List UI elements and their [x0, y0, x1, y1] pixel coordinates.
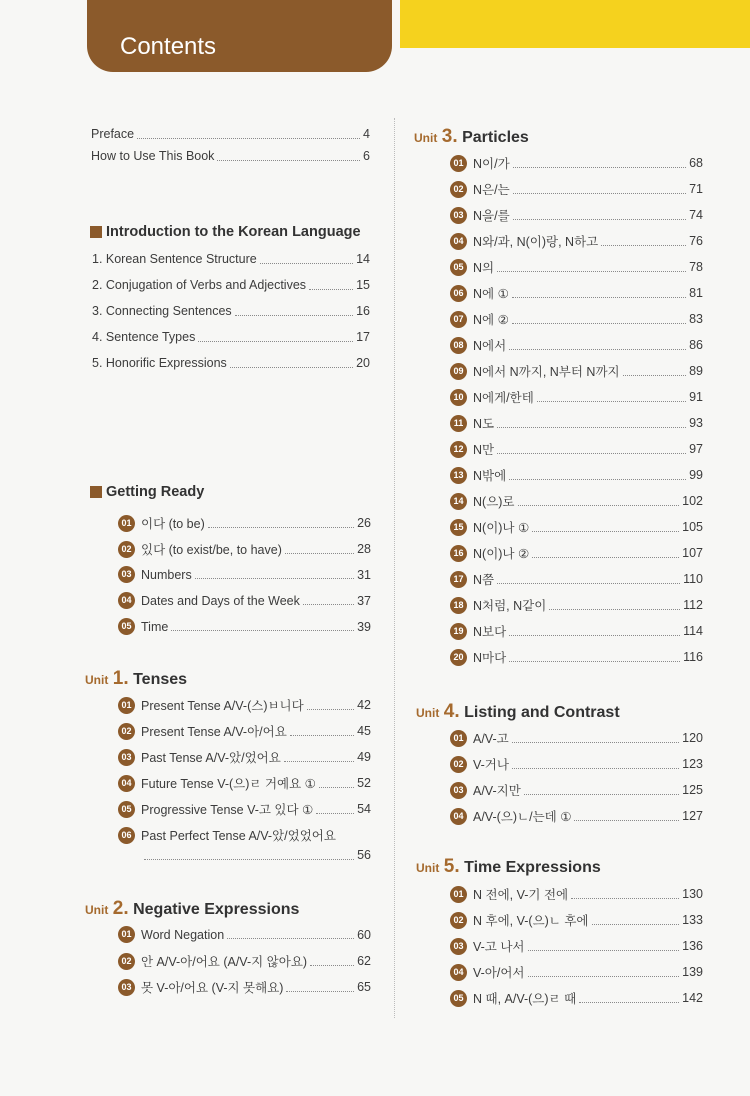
entry-label: N밖에 [473, 469, 507, 483]
entry-label: N 전에, V-기 전에 [473, 888, 569, 902]
leader-dots [571, 898, 679, 899]
entry-label: N 때, A/V-(으)ㄹ 때 [473, 992, 577, 1006]
entry-label: N쯤 [473, 573, 495, 587]
leader-dots [235, 315, 353, 316]
number-badge: 04 [118, 592, 135, 609]
entry-page: 120 [682, 731, 703, 745]
toc-entry[interactable] [118, 826, 371, 844]
entry-page: 91 [689, 390, 703, 404]
toc-entry[interactable] [118, 952, 371, 970]
leader-dots [290, 735, 354, 736]
leader-dots [524, 794, 679, 795]
entry-label: 안 A/V-아/어요 (A/V-지 않아요) [141, 955, 308, 969]
unit-title: Listing and Contrast [464, 704, 620, 721]
entry-label: N에서 [473, 339, 507, 353]
leader-dots [579, 1002, 679, 1003]
toc-entry[interactable] [450, 466, 703, 484]
entry-label: N이/가 [473, 157, 510, 171]
toc-entry[interactable] [92, 304, 370, 318]
unit-title: Time Expressions [464, 859, 601, 876]
leader-dots [509, 479, 686, 480]
entry-label: Time [141, 619, 169, 634]
toc-entry[interactable] [92, 278, 370, 292]
entry-page: 26 [357, 516, 371, 530]
unit-number: 3. [441, 126, 458, 147]
unit-label: Unit [85, 673, 109, 687]
unit-title: Tenses [133, 671, 188, 688]
leader-dots [512, 768, 679, 769]
unit-heading-1 [85, 668, 187, 690]
unit-number: 4. [443, 701, 460, 722]
leader-dots [512, 323, 686, 324]
entry-page: 86 [689, 338, 703, 352]
page-title: Contents [120, 33, 217, 60]
entry-page: 56 [357, 848, 371, 862]
entry-page: 65 [357, 980, 371, 994]
entry-label: 5. Honorific Expressions [92, 356, 227, 370]
unit-number: 5. [443, 856, 460, 877]
entry-label: V-고 나서 [473, 940, 525, 954]
unit-label: Unit [414, 131, 438, 145]
number-badge: 04 [450, 808, 467, 825]
toc-entry[interactable] [450, 232, 703, 250]
section-title: Getting Ready [106, 484, 205, 500]
number-badge: 03 [118, 979, 135, 996]
toc-entry[interactable] [450, 781, 703, 799]
toc-entry[interactable] [118, 514, 371, 532]
entry-page: 17 [356, 330, 370, 344]
number-badge: 05 [450, 259, 467, 276]
entry-label: A/V-(으)ㄴ/는데 ① [473, 810, 572, 824]
number-badge: 16 [450, 545, 467, 562]
entry-page: 15 [356, 278, 370, 292]
number-badge: 09 [450, 363, 467, 380]
entry-label: A/V-고 [473, 732, 509, 746]
entry-label: N에서 N까지, N부터 N까지 [473, 365, 620, 379]
entry-label: N만 [473, 443, 495, 457]
leader-dots [316, 813, 354, 814]
entry-label: Future Tense V-(으)ㄹ 거예요 ① [141, 777, 316, 791]
leader-dots [309, 289, 353, 290]
entry-label: 4. Sentence Types [92, 330, 196, 344]
toc-entry-preface[interactable] [91, 127, 370, 141]
toc-entry[interactable] [118, 748, 371, 766]
entry-label: N처럼, N같이 [473, 599, 547, 613]
entry-page: 136 [682, 939, 703, 953]
entry-label: N에 ② [473, 313, 509, 327]
number-badge: 06 [450, 285, 467, 302]
entry-label: N에게/한테 [473, 391, 534, 405]
toc-entry[interactable] [92, 252, 370, 266]
toc-entry[interactable] [92, 356, 370, 370]
leader-dots [198, 341, 353, 342]
entry-page: 49 [357, 750, 371, 764]
unit-label: Unit [416, 706, 440, 720]
entry-label: Dates and Days of the Week [141, 593, 300, 608]
entry-label: 있다 (to exist/be, to have) [141, 543, 282, 557]
toc-entry-how-to-use[interactable] [91, 149, 370, 163]
entry-label: A/V-지만 [473, 784, 521, 798]
leader-dots [513, 219, 686, 220]
entry-label: N도 [473, 417, 495, 431]
toc-entry[interactable] [450, 885, 703, 903]
entry-page: 110 [683, 572, 703, 586]
leader-dots [537, 401, 686, 402]
toc-entry-continuation [141, 848, 371, 862]
entry-page: 97 [689, 442, 703, 456]
toc-entry[interactable] [450, 937, 703, 955]
toc-entry[interactable] [118, 978, 371, 996]
entry-page: 107 [682, 546, 703, 560]
number-badge: 01 [118, 515, 135, 532]
entry-page: 127 [682, 809, 703, 823]
entry-label: N(이)나 ② [473, 547, 530, 561]
leader-dots [528, 950, 680, 951]
leader-dots [513, 167, 686, 168]
toc-entry[interactable] [450, 440, 703, 458]
toc-entry[interactable] [118, 774, 371, 792]
number-badge: 03 [118, 749, 135, 766]
leader-dots [307, 709, 354, 710]
leader-dots [532, 557, 679, 558]
leader-dots [497, 271, 686, 272]
toc-entry[interactable] [450, 570, 703, 588]
leader-dots [497, 427, 686, 428]
leader-dots [518, 505, 680, 506]
entry-page: 31 [357, 567, 371, 582]
leader-dots [230, 367, 353, 368]
entry-page: 39 [357, 619, 371, 634]
entry-label: Past Perfect Tense A/V-았/었었어요 [141, 829, 336, 843]
leader-dots [509, 661, 680, 662]
toc-entry[interactable] [450, 362, 703, 380]
toc-entry[interactable] [450, 492, 703, 510]
entry-page: 76 [689, 234, 703, 248]
number-badge: 18 [450, 597, 467, 614]
leader-dots [592, 924, 680, 925]
entry-page: 71 [689, 182, 703, 196]
toc-entry[interactable] [118, 926, 371, 943]
leader-dots [260, 263, 353, 264]
entry-page: 116 [683, 650, 703, 664]
entry-label: N에 ① [473, 287, 509, 301]
entry-page: 37 [357, 593, 371, 608]
number-badge: 02 [450, 912, 467, 929]
toc-entry[interactable] [118, 540, 371, 558]
unit-label: Unit [416, 861, 440, 875]
section-heading-introduction [90, 224, 361, 240]
toc-entry[interactable] [450, 336, 703, 354]
entry-page: 139 [682, 965, 703, 979]
entry-page: 142 [682, 991, 703, 1005]
entry-page: 133 [682, 913, 703, 927]
number-badge: 05 [118, 801, 135, 818]
leader-dots [512, 297, 686, 298]
number-badge: 01 [450, 155, 467, 172]
toc-entry[interactable] [450, 622, 703, 640]
entry-page: 93 [689, 416, 703, 430]
toc-entry[interactable] [450, 729, 703, 747]
entry-label: 이다 (to be) [141, 517, 205, 531]
leader-dots [601, 245, 686, 246]
leader-dots [532, 531, 679, 532]
toc-entry[interactable] [92, 330, 370, 344]
entry-label: N을/를 [473, 209, 510, 223]
leader-dots [574, 820, 679, 821]
entry-page: 20 [356, 356, 370, 370]
entry-label: Preface [91, 127, 135, 141]
entry-page: 123 [682, 757, 703, 771]
leader-dots [623, 375, 686, 376]
number-badge: 03 [450, 938, 467, 955]
leader-dots [497, 453, 686, 454]
toc-entry[interactable] [450, 388, 703, 406]
number-badge: 02 [450, 181, 467, 198]
toc-entry[interactable] [450, 989, 703, 1007]
number-badge: 17 [450, 571, 467, 588]
entry-label: 2. Conjugation of Verbs and Adjectives [92, 278, 307, 292]
entry-page: 52 [357, 776, 371, 790]
toc-entry[interactable] [450, 911, 703, 929]
entry-label: Past Tense A/V-았/었어요 [141, 751, 281, 765]
entry-page: 130 [682, 887, 703, 901]
entry-label: N보다 [473, 625, 507, 639]
number-badge: 14 [450, 493, 467, 510]
entry-label: N 후에, V-(으)ㄴ 후에 [473, 914, 589, 928]
entry-label: N(으)로 [473, 495, 515, 509]
toc-entry[interactable] [118, 566, 371, 583]
number-badge: 10 [450, 389, 467, 406]
entry-label: Present Tense A/V-아/어요 [141, 725, 287, 739]
entry-label: Word Negation [141, 927, 225, 942]
entry-page: 4 [363, 127, 370, 141]
number-badge: 08 [450, 337, 467, 354]
entry-page: 16 [356, 304, 370, 318]
entry-label: Progressive Tense V-고 있다 ① [141, 803, 314, 817]
toc-entry[interactable] [450, 258, 703, 276]
toc-entry[interactable] [118, 722, 371, 740]
leader-dots [171, 630, 354, 631]
entry-page: 112 [683, 598, 703, 612]
entry-label: 1. Korean Sentence Structure [92, 252, 257, 266]
leader-dots [513, 193, 686, 194]
section-title: Introduction to the Korean Language [106, 224, 361, 240]
leader-dots [195, 578, 354, 579]
leader-dots [217, 160, 360, 161]
number-badge: 02 [450, 756, 467, 773]
entry-page: 14 [356, 252, 370, 266]
number-badge: 01 [118, 697, 135, 714]
yellow-accent-bar [400, 0, 750, 48]
number-badge: 03 [450, 207, 467, 224]
entry-page: 78 [689, 260, 703, 274]
unit-number: 1. [112, 668, 129, 689]
number-badge: 11 [450, 415, 467, 432]
number-badge: 13 [450, 467, 467, 484]
toc-entry[interactable] [450, 206, 703, 224]
entry-label: N은/는 [473, 183, 510, 197]
number-badge: 07 [450, 311, 467, 328]
entry-label: N(이)나 ① [473, 521, 530, 535]
entry-label: How to Use This Book [91, 149, 215, 163]
entry-page: 81 [689, 286, 703, 300]
number-badge: 02 [118, 953, 135, 970]
toc-entry[interactable] [450, 180, 703, 198]
unit-number: 2. [112, 898, 129, 919]
number-badge: 15 [450, 519, 467, 536]
entry-page: 68 [689, 156, 703, 170]
toc-entry[interactable] [118, 800, 371, 818]
leader-dots [286, 991, 354, 992]
toc-entry[interactable] [118, 696, 371, 714]
number-badge: 05 [118, 618, 135, 635]
column-divider [394, 118, 395, 1018]
toc-entry[interactable] [118, 618, 371, 635]
unit-heading-5 [416, 856, 601, 878]
toc-entry[interactable] [450, 963, 703, 981]
entry-label: Numbers [141, 567, 192, 582]
square-bullet-icon [90, 486, 102, 498]
entry-page: 105 [682, 520, 703, 534]
number-badge: 19 [450, 623, 467, 640]
entry-page: 102 [682, 494, 703, 508]
leader-dots [137, 138, 360, 139]
unit-heading-3 [414, 126, 529, 148]
toc-entry[interactable] [450, 154, 703, 172]
number-badge: 02 [118, 723, 135, 740]
toc-entry[interactable] [450, 414, 703, 432]
entry-page: 60 [357, 927, 371, 942]
entry-page: 99 [689, 468, 703, 482]
leader-dots [310, 965, 354, 966]
toc-entry[interactable] [118, 592, 371, 609]
number-badge: 20 [450, 649, 467, 666]
toc-entry[interactable] [450, 755, 703, 773]
leader-dots [208, 527, 354, 528]
entry-label: Present Tense A/V-(스)ㅂ니다 [141, 699, 304, 713]
entry-page: 54 [357, 802, 371, 816]
number-badge: 06 [118, 827, 135, 844]
number-badge: 03 [118, 566, 135, 583]
leader-dots [303, 604, 354, 605]
entry-page: 89 [689, 364, 703, 378]
unit-title: Particles [462, 129, 529, 146]
entry-label: 못 V-아/어요 (V-지 못해요) [141, 981, 284, 995]
leader-dots [509, 635, 680, 636]
leader-dots [227, 938, 354, 939]
unit-heading-2 [85, 898, 299, 920]
entry-label: V-아/어서 [473, 966, 525, 980]
number-badge: 12 [450, 441, 467, 458]
unit-heading-4 [416, 701, 620, 723]
number-badge: 04 [450, 233, 467, 250]
leader-dots [549, 609, 680, 610]
entry-page: 83 [689, 312, 703, 326]
entry-label: N마다 [473, 651, 507, 665]
unit-title: Negative Expressions [133, 901, 300, 918]
number-badge: 02 [118, 541, 135, 558]
entry-label: 3. Connecting Sentences [92, 304, 232, 318]
leader-dots [284, 761, 354, 762]
entry-label: V-거나 [473, 758, 509, 772]
entry-page: 28 [357, 542, 371, 556]
entry-page: 45 [357, 724, 371, 738]
entry-page: 125 [682, 783, 703, 797]
toc-entry[interactable] [450, 544, 703, 562]
section-heading-getting-ready [90, 484, 204, 500]
entry-page: 6 [363, 149, 370, 163]
number-badge: 05 [450, 990, 467, 1007]
entry-page: 114 [683, 624, 703, 638]
entry-label: N의 [473, 261, 495, 275]
number-badge: 01 [118, 926, 135, 943]
number-badge: 04 [118, 775, 135, 792]
leader-dots [509, 349, 686, 350]
toc-entry[interactable] [450, 807, 703, 825]
number-badge: 01 [450, 886, 467, 903]
entry-page: 42 [357, 698, 371, 712]
leader-dots [144, 859, 354, 860]
leader-dots [512, 742, 679, 743]
entry-page: 62 [357, 954, 371, 968]
toc-entry[interactable] [450, 596, 703, 614]
number-badge: 04 [450, 964, 467, 981]
toc-entry[interactable] [450, 518, 703, 536]
unit-label: Unit [85, 903, 109, 917]
leader-dots [319, 787, 354, 788]
leader-dots [285, 553, 354, 554]
entry-label: N와/과, N(이)랑, N하고 [473, 235, 599, 249]
square-bullet-icon [90, 226, 102, 238]
entry-page: 74 [689, 208, 703, 222]
leader-dots [497, 583, 680, 584]
number-badge: 01 [450, 730, 467, 747]
toc-entry[interactable] [450, 310, 703, 328]
toc-entry[interactable] [450, 648, 703, 666]
number-badge: 03 [450, 782, 467, 799]
toc-entry[interactable] [450, 284, 703, 302]
leader-dots [528, 976, 680, 977]
